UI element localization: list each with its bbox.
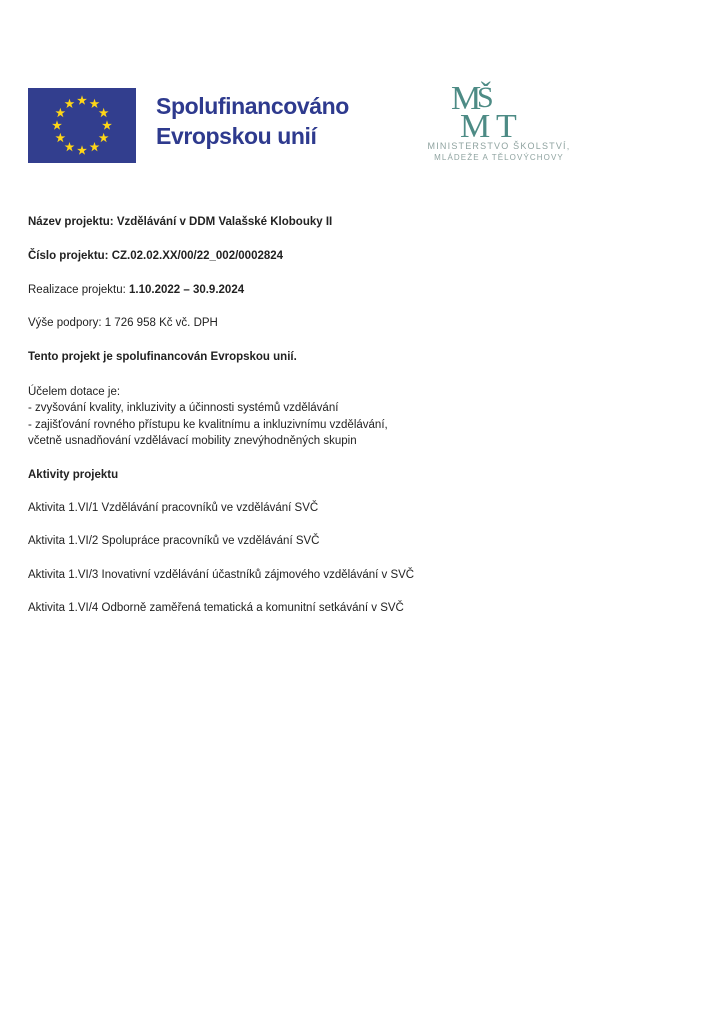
activities-heading: Aktivity projektu	[28, 469, 119, 481]
svg-text:M: M	[460, 108, 491, 141]
msmt-ministry-name-line2: MLÁDEŽE A TĚLOVÝCHOVY	[434, 153, 564, 162]
activity-item-3: Aktivita 1.VI/3 Inovativní vzdělávání účastníků zájmového vzdělávání v SVČ	[28, 569, 415, 581]
grant-purpose-item-2: - zajišťování rovného přístupu ke kvalitnímu a inkluzivnímu vzdělávání,	[28, 418, 388, 431]
svg-text:M: M	[451, 80, 482, 117]
eu-cofunded-text-line2: Evropskou unií	[156, 123, 317, 149]
project-realization-dates: 1.10.2022 – 30.9.2024	[129, 284, 245, 296]
activity-item-1: Aktivita 1.VI/1 Vzdělávání pracovníků ve vzdělávání SVČ	[28, 502, 319, 514]
eu-cofunded-text	[156, 91, 349, 151]
cofinanced-statement: Tento projekt je spolufinancován Evropskou unií.	[28, 351, 297, 363]
msmt-ministry-name-line1: MINISTERSTVO ŠKOLSTVÍ,	[427, 141, 571, 151]
grant-purpose-heading: Účelem dotace je:	[28, 386, 121, 398]
activity-item-2: Aktivita 1.VI/2 Spolupráce pracovníků ve vzdělávání SVČ	[28, 535, 320, 547]
project-realization-label: Realizace projektu:	[28, 284, 129, 296]
activity-item-4: Aktivita 1.VI/4 Odborně zaměřená tematická a komunitní setkávání v SVČ	[28, 602, 404, 614]
eu-flag-icon	[28, 88, 136, 163]
grant-purpose-item-2-continued: včetně usnadňování vzdělávací mobility znevýhodněných skupin	[28, 435, 357, 448]
msmt-monogram-icon	[450, 79, 545, 141]
project-support-amount-line: Výše podpory: 1 726 958 Kč vč. DPH	[28, 317, 218, 329]
grant-purpose-item-1: - zvyšování kvality, inkluzivity a účinnosti systémů vzdělávání	[28, 402, 339, 415]
project-number-line: Číslo projektu: CZ.02.02.XX/00/22_002/0002824	[28, 250, 284, 262]
msmt-ministry-name	[406, 141, 592, 162]
grant-purpose-block	[28, 384, 694, 450]
svg-text:Š: Š	[477, 81, 494, 114]
svg-text:T: T	[496, 108, 517, 141]
project-realization-line	[28, 283, 694, 298]
eu-cofunded-text-line1: Spolufinancováno	[156, 93, 349, 119]
project-name-line: Název projektu: Vzdělávání v DDM Valašské Klobouky II	[28, 216, 333, 228]
